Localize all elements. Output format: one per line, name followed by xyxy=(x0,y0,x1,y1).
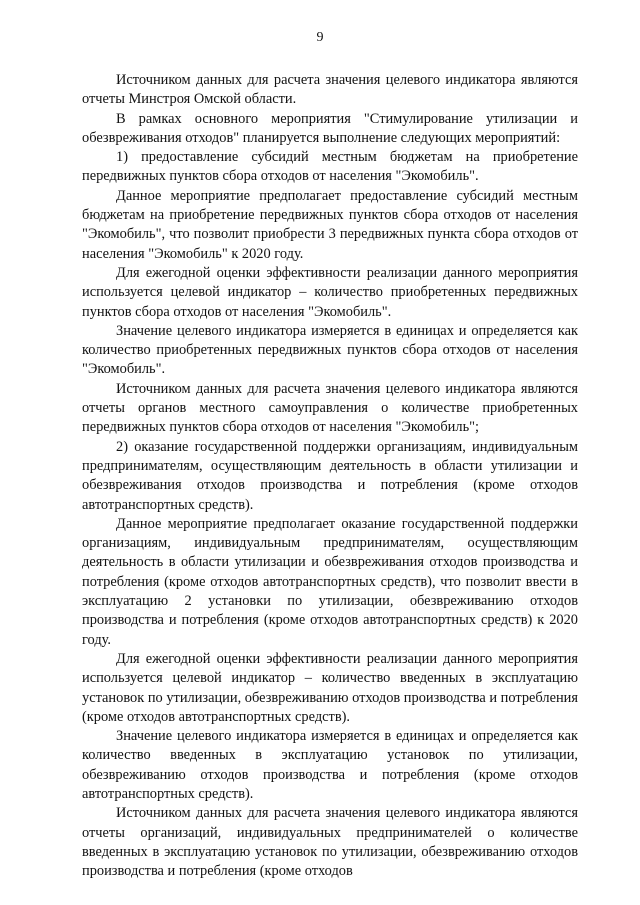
paragraph-item-1-data-source: Источником данных для расчета значения целевого индикатора являются отчеты органов местного самоуправления о количестве приобретенных передвижных пунктов сбора отходов от населения "Экомобиль"; xyxy=(82,380,578,436)
paragraph-item-2-state-support: 2) оказание государственной поддержки организациям, индивидуальным предпринимателям, осуществляющим деятельность в области утилизации и обезвреживания отходов производства и потребления (кроме отходов автотранспортных средств). xyxy=(82,438,578,513)
paragraph-item-1-subsidies: 1) предоставление субсидий местным бюджетам на приобретение передвижных пунктов сбора отходов от населения "Экомобиль". xyxy=(82,149,578,185)
paragraph-main-activity-intro: В рамках основного мероприятия "Стимулирование утилизации и обезвреживания отходов" планируется выполнение следующих мероприятий: xyxy=(82,110,578,146)
paragraph-item-1-indicator: Для ежегодной оценки эффективности реализации данного мероприятия используется целевой индикатор – количество приобретенных передвижных пунктов сбора отходов от населения "Экомобиль". xyxy=(82,264,578,320)
paragraph-item-2-indicator: Для ежегодной оценки эффективности реализации данного мероприятия используется целевой индикатор – количество введенных в эксплуатацию установок по утилизации, обезвреживанию отходов производства и потребления (кроме отходов автотранспортных средств). xyxy=(82,650,578,725)
paragraph-item-2-description: Данное мероприятие предполагает оказание государственной поддержки организациям, индивидуальным предпринимателям, осуществляющим деятельность в области утилизации и обезвреживания отходов производства и потребления (кроме отходов автотранспортных средств), что позволит ввести в эксплуатацию 2 установки по утилизации, обезвреживанию отходов производства и потребления (кроме отходов автотранспортных средств) к 2020 году. xyxy=(82,515,578,648)
paragraph-item-1-indicator-value: Значение целевого индикатора измеряется в единицах и определяется как количество приобретенных передвижных пунктов сбора отходов от населения "Экомобиль". xyxy=(82,322,578,378)
paragraph-item-1-description: Данное мероприятие предполагает предоставление субсидий местным бюджетам на приобретение передвижных пунктов сбора отходов от населения "Экомобиль", что позволит приобрести 3 передвижных пункта сбора отходов от населения "Экомобиль" к 2020 году. xyxy=(82,187,578,262)
page-number: 9 xyxy=(316,30,324,45)
paragraph-item-2-indicator-value: Значение целевого индикатора измеряется в единицах и определяется как количество введенных в эксплуатацию установок по утилизации, обезвреживанию отходов производства и потребления (кроме отходов автотранспортных средств). xyxy=(82,728,578,802)
document-body xyxy=(82,71,578,881)
paragraph-item-2-data-source: Источником данных для расчета значения целевого индикатора являются отчеты организаций, индивидуальных предпринимателей о количестве введенных в эксплуатацию установок по утилизации, обезвреживанию отходов производства и потребления (кроме отходов xyxy=(82,805,578,880)
paragraph-data-source-minstroy: Источником данных для расчета значения целевого индикатора являются отчеты Минстроя Омской области. xyxy=(82,72,578,108)
